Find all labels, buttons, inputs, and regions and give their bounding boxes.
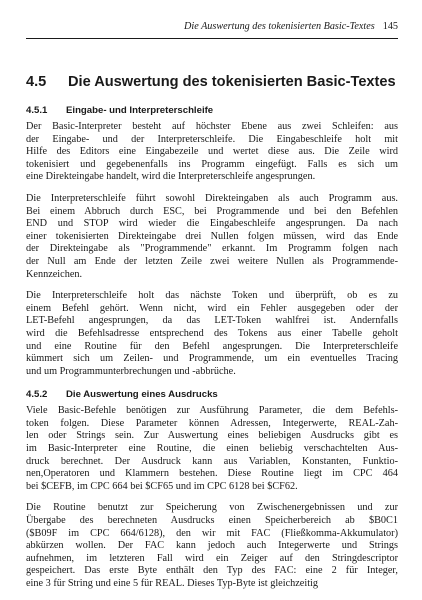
text-line: Die Interpreterschleife holt das nächste Token und überprüft, ob es zu — [26, 290, 398, 302]
text-line: Der Basic-Interpreter besteht auf höchster Ebene aus zwei Schleifen: aus — [26, 121, 398, 132]
text-line: eine Direkteingabe handelt, wird die Interpreterschleife angesprungen. — [26, 171, 316, 183]
section-number: 4.5.2 — [26, 389, 48, 401]
text-line: token folgen. Diese Parameter können Adressen, Integerwerte, REAL-Zah- — [26, 417, 398, 429]
text-line: der Eingabe- und der Interpreterschleife. Die Eingabeschleife holt mit — [26, 133, 398, 145]
text-line: der Direkteingabe als "Programmende" erkannt. Im Programm folgen nach — [26, 243, 398, 255]
text-line: einer tokenisierten Direkteingabe drei Nullen folgen müssen, wird das Ende — [26, 230, 398, 242]
text-line: wird die Befehlsadresse entsprechend des Tokens aus einer Tabelle geholt — [26, 327, 398, 339]
chapter-heading — [26, 73, 398, 91]
text-line: Übergabe des berechneten Ausdrucks einen Speicherbereich ab $B0C1 — [26, 515, 398, 527]
text-line: Kennzeichen. — [26, 268, 83, 280]
text-line: aufnehmen, im letzteren Fall wird ein Zeiger auf den Stringdescriptor — [26, 552, 398, 564]
text-line: len oder Strings sein. Zur Auswertung eines beliebigen Ausdrucks gibt es — [26, 430, 398, 442]
text-line: kümmert sich um Zeilen- und Programmende, um ein eventuelles Tracing — [26, 353, 398, 365]
section-heading — [26, 105, 398, 117]
text-line: Die Interpreterschleife führt sowohl Direkteingaben als auch Programm aus. — [26, 192, 398, 204]
chapter-title: Die Auswertung des tokenisierten Basic-Textes — [68, 74, 396, 90]
section-title: Die Auswertung eines Ausdrucks — [66, 389, 218, 401]
section-heading — [26, 389, 398, 401]
paragraph — [26, 193, 398, 281]
page-number: 145 — [382, 21, 398, 32]
text-line: der Null am Ende der letzten Zeile zwei weitere Nullen als Programmende- — [26, 255, 398, 267]
paragraph — [26, 121, 398, 184]
text-line: nen,Operatoren und Klammern bestehen. Diese Routine liegt im CPC 464 — [26, 468, 398, 480]
text-line: tokenisiert und gegebenenfalls ins Programm eingefügt. Falls es sich um — [26, 158, 398, 170]
running-header — [26, 20, 398, 39]
text-line: Hilfe des Editors eine Eingabezeile und wertet diese aus. Die Zeile wird — [26, 146, 398, 158]
text-line: gespeichert. Das erste Byte enthält den Typ des FAC: eine 2 für Integer, — [26, 565, 398, 577]
text-line: und eine Routine für den Befehl angesprungen. Die Interpreterschleife — [26, 340, 398, 352]
text-line: im Basic-Interpreter eine Routine, die einen beliebig verschachtelten Aus- — [26, 443, 398, 455]
section-title: Eingabe- und Interpreterschleife — [66, 105, 214, 116]
sections-container — [26, 105, 398, 591]
paragraph — [26, 405, 398, 493]
text-line: Bei einem Abbruch durch ESC, bei Programmende und bei den Befehlen — [26, 205, 398, 217]
section-number: 4.5.1 — [26, 105, 48, 116]
text-line: Die Routine benutzt zur Speicherung von Zwischenergebnissen und zur — [26, 502, 398, 514]
text-line: und um Programmunterbrechungen und -abbrüche. — [26, 365, 236, 377]
running-title: Die Auswertung des tokenisierten Basic-Textes — [184, 21, 375, 32]
text-line: LET-Befehl angesprungen, da das LET-Token wahlfrei ist. Andernfalls — [26, 315, 398, 327]
text-line: bei $CEFB, im CPC 664 bei $CF65 und im CPC 6128 bei $CF62. — [26, 480, 298, 492]
chapter-number: 4.5 — [26, 74, 47, 90]
text-line: ($B09F im CPC 664/6128), den wir mit FAC (Fließkomma-Akkumulator) — [26, 527, 398, 539]
book-page — [26, 20, 398, 600]
paragraph — [26, 502, 398, 590]
text-line: eine 3 für String und eine 5 für REAL. Dieses Typ-Byte ist gleichzeitig — [26, 578, 319, 589]
text-line: Viele Basic-Befehle benötigen zur Ausführung Parameter, die dem Befehls- — [26, 405, 398, 417]
text-line: abkürzen wollen. Der FAC kann jedoch auch Integerwerte und Strings — [26, 540, 398, 552]
text-line: END und STOP wird wieder die Eingabeschleife angesprungen. Da nach — [26, 218, 398, 230]
paragraph — [26, 290, 398, 378]
text-line: druck berechnet. Der Ausdruck kann aus Variablen, Konstanten, Funktio- — [26, 455, 398, 467]
text-line: einem Befehl gehört. Wenn nicht, wird ein Fehler ausgegeben oder der — [26, 302, 398, 314]
